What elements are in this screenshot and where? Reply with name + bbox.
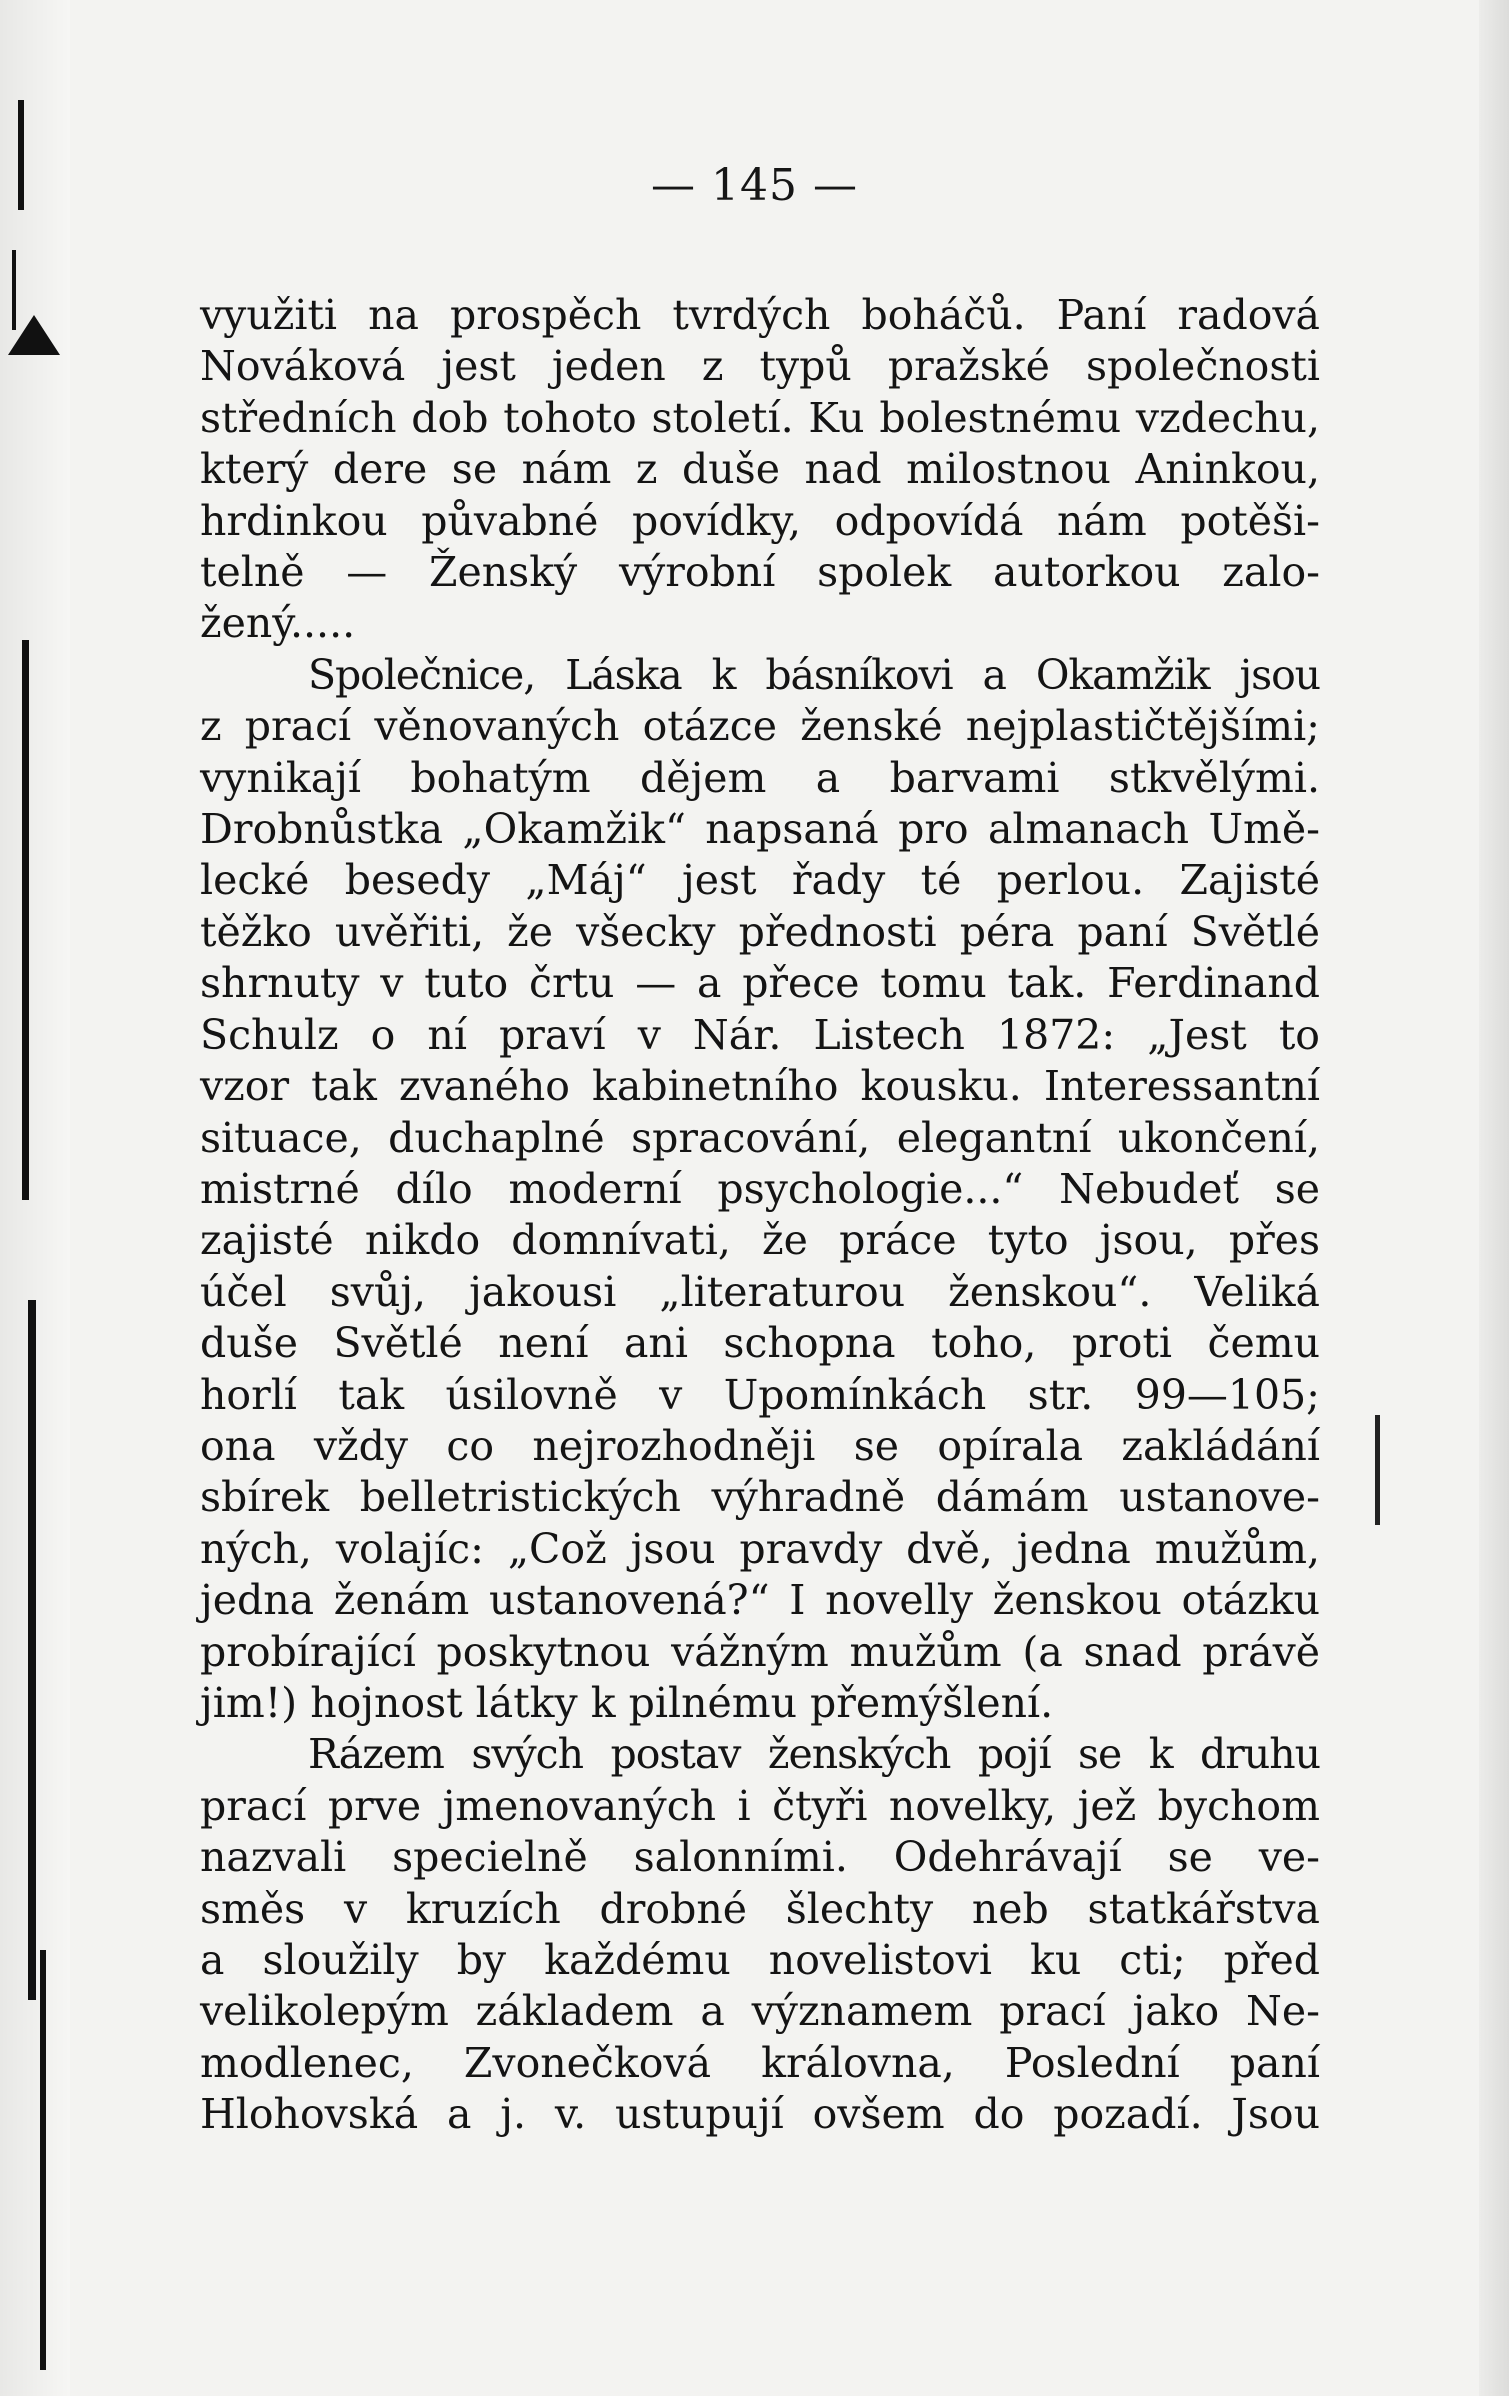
text-line: jim!) hojnost látky k pilnému přemýšlení. <box>200 1678 1054 1727</box>
text-line: těžko uvěřiti, že všecky přednosti péra paní Světlé <box>200 907 1320 956</box>
binding-mark <box>40 1950 46 2370</box>
text-line: z prací věnovaných otázce ženské nejplastičtějšími; <box>200 702 1320 751</box>
text-line: Drobnůstka „Okamžik“ napsaná pro almanach Umě- <box>200 805 1320 854</box>
text-line: Schulz o ní praví v Nár. Listech 1872: „Jest to <box>200 1010 1320 1059</box>
binding-marker-icon <box>8 315 60 355</box>
binding-mark <box>22 640 29 1200</box>
text-line: situace, duchaplné spracování, elegantní ukončení, <box>200 1113 1320 1162</box>
text-line: ona vždy co nejrozhodněji se opírala zakládání <box>200 1421 1320 1470</box>
text-line: duše Světlé není ani schopna toho, proti čemu <box>200 1319 1320 1368</box>
text-line: který dere se nám z duše nad milostnou Aninkou, <box>200 445 1320 494</box>
ink-mark <box>1375 1415 1380 1525</box>
text-line: a sloužily by každému novelistovi ku cti; před <box>200 1936 1320 1984</box>
text-line: lecké besedy „Máj“ jest řady té perlou. Zajisté <box>200 856 1320 905</box>
text-line: středních dob tohoto století. Ku bolestnému vzdechu, <box>200 393 1320 442</box>
text-line: účel svůj, jakousi „literaturou ženskou“. Veliká <box>200 1267 1320 1316</box>
text-line: Hlohovská a j. v. ustupují ovšem do pozadí. Jsou <box>200 2090 1320 2139</box>
text-line: zajisté nikdo domnívati, že práce tyto jsou, přes <box>200 1216 1320 1265</box>
text-line: sbírek belletristických výhradně dámám ustanove- <box>200 1473 1320 1522</box>
text-line: velikolepým základem a významem prací jako Ne- <box>200 1987 1320 2036</box>
text-line: mistrné dílo moderní psychologie...“ Nebudeť se <box>200 1164 1320 1213</box>
text-line: telně — Ženský výrobní spolek autorkou zalo- <box>200 548 1320 597</box>
text-line: nazvali specielně salonními. Odehrávají se ve- <box>200 1833 1320 1882</box>
text-line: prací prve jmenovaných i čtyři novelky, jež bychom <box>200 1781 1320 1830</box>
page-gutter <box>0 0 70 2396</box>
text-line: využiti na prospěch tvrdých boháčů. Paní radová <box>200 291 1320 339</box>
text-line: jedna ženám ustanovená?“ I novelly ženskou otázku <box>200 1576 1320 1625</box>
text-line: horlí tak úsilovně v Upomínkách str. 99—105; <box>200 1370 1320 1419</box>
text-line: probírající poskytnou vážným mužům (a snad právě <box>200 1627 1320 1676</box>
text-line: hrdinkou půvabné povídky, odpovídá nám potěši- <box>200 496 1320 545</box>
text-line: modlenec, Zvonečková královna, Poslední paní <box>200 2038 1320 2087</box>
text-line: Společnice, Láska k básníkovi a Okamžik jsou <box>308 650 1320 699</box>
text-line: žený..... <box>200 599 356 648</box>
body-text <box>200 290 1320 2141</box>
text-line: Nováková jest jeden z typů pražské společnosti <box>200 342 1320 391</box>
text-line: vynikají bohatým dějem a barvami stkvělými. <box>200 753 1320 802</box>
text-line: Rázem svých postav ženských pojí se k druhu <box>308 1730 1320 1779</box>
text-line: vzor tak zvaného kabinetního kousku. Interessantní <box>200 1062 1320 1111</box>
text-line: směs v kruzích drobné šlechty neb statkářstva <box>200 1884 1320 1933</box>
binding-mark <box>28 1300 36 2000</box>
text-line: shrnuty v tuto črtu — a přece tomu tak. Ferdinand <box>200 959 1320 1008</box>
text-line: ných, volajíc: „Což jsou pravdy dvě, jedna mužům, <box>200 1524 1320 1573</box>
page-edge <box>1479 0 1509 2396</box>
page-number: — 145 — <box>651 160 858 211</box>
